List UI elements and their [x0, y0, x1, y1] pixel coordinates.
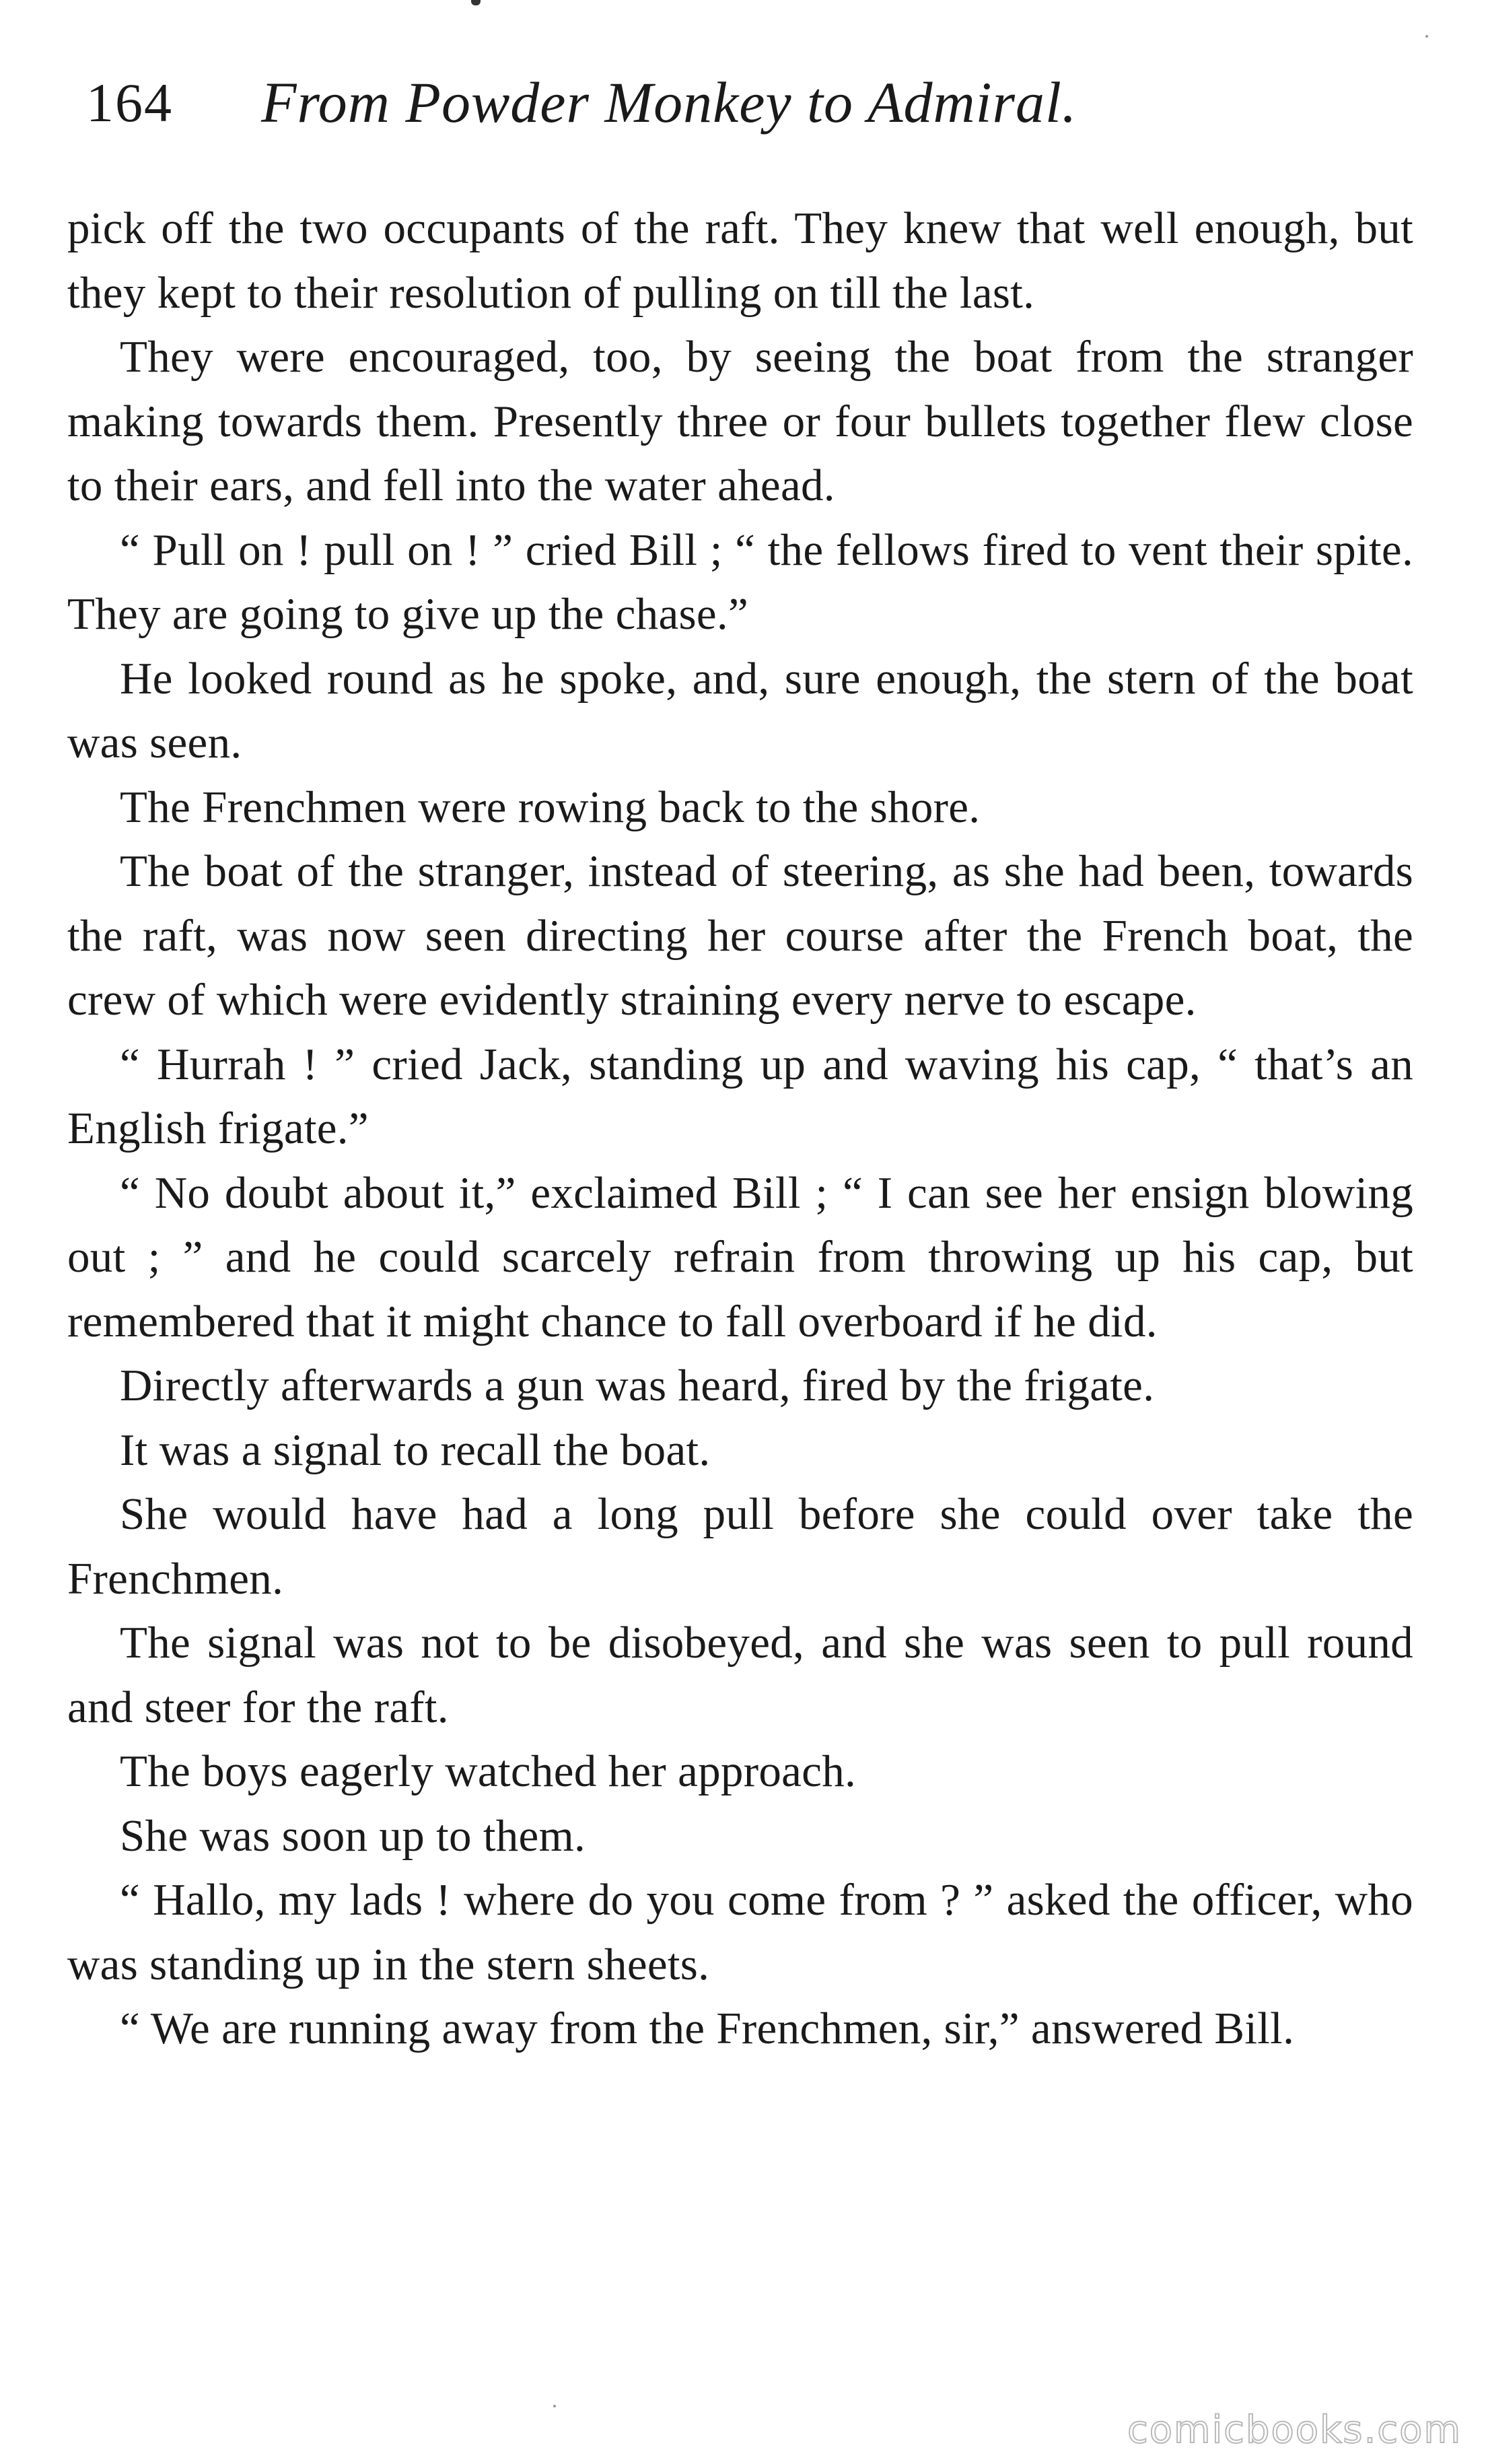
- paragraph: The signal was not to be disobeyed, and she was seen to pull round and steer for the raft.: [67, 1618, 1413, 1732]
- running-title: From Powder Monkey to Admiral.: [261, 70, 1077, 135]
- paper-speck: [553, 2405, 556, 2407]
- paragraph: “ We are running away from the Frenchmen, sir,” answered Bill.: [120, 2004, 1295, 2053]
- paragraph: The boat of the stranger, instead of steering, as she had been, towards the raft, was now seen directing her course after the French boat, the crew of which were evidently straining every nerve to escape.: [67, 846, 1413, 1025]
- page-number: 164: [86, 72, 173, 133]
- watermark: comicbooks.com: [1127, 2408, 1462, 2452]
- paragraph: She would have had a long pull before she could over take the Frenchmen.: [67, 1489, 1413, 1604]
- paragraph: He looked round as he spoke, and, sure enough, the stern of the boat was seen.: [67, 653, 1413, 767]
- paragraph: “ Hallo, my lads ! where do you come from ? ” asked the officer, who was standing up in the stern sheets.: [67, 1875, 1413, 1989]
- paragraph: “ No doubt about it,” exclaimed Bill ; “ I can see her ensign blowing out ; ” and he could scarcely refrain from throwing up his cap, but remembered that it might chance to fall overboard if he did.: [67, 1167, 1413, 1346]
- paragraph: She was soon up to them.: [120, 1810, 586, 1861]
- paragraph: It was a signal to recall the boat.: [120, 1425, 711, 1475]
- printing-mark: [471, 0, 481, 5]
- paragraph-continued: pick off the two occupants of the raft. They knew that well enough, but they kept to their resolution of pulling on till the last.: [67, 203, 1413, 318]
- page-header: [86, 65, 1399, 139]
- paragraph: They were encouraged, too, by seeing the boat from the stranger making towards them. Presently three or four bullets together flew close to their ears, and fell into the water ahead.: [67, 332, 1413, 510]
- paragraph: “ Hurrah ! ” cried Jack, standing up and waving his cap, “ that’s an English frigate.”: [67, 1039, 1413, 1153]
- paragraph: “ Pull on ! pull on ! ” cried Bill ; “ the fellows fired to vent their spite. They are going to give up the chase.”: [67, 524, 1413, 639]
- paragraph: Directly afterwards a gun was heard, fired by the frigate.: [120, 1361, 1155, 1410]
- paragraph: The boys eagerly watched her approach.: [120, 1746, 857, 1796]
- paragraph: The Frenchmen were rowing back to the shore.: [120, 782, 981, 832]
- paper-speck: [1425, 35, 1428, 38]
- body-text: [67, 197, 1413, 2061]
